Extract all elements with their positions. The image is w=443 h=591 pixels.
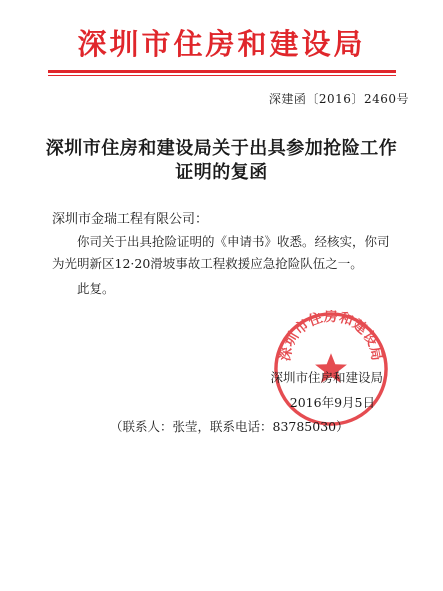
recipient: 深圳市金瑞工程有限公司： [52,212,209,227]
document-title [40,137,403,185]
letterhead-title: 深圳市住房和建设局 [77,27,366,61]
document-number: 深建函〔2016〕2460号 [268,92,409,106]
letterhead-rule-thick [48,70,396,73]
body-paragraph-1: 你司关于出具抢险证明的《申请书》收悉。经核实，你司为光明新区12·20滑坡事故工程救援应急抢险队伍之一。 [52,234,390,271]
signature-org: 深圳市住房和建设局 [270,370,383,385]
letterhead-rule-thin [48,75,396,76]
document-date: 2016年9月5日 [289,395,375,410]
body-paragraph-2: 此复。 [77,281,115,296]
document-title-line-2: 证明的复函 [175,162,268,183]
seal-text: 深圳市住房和建设局 [277,310,385,363]
document-title-line-1: 深圳市住房和建设局关于出具参加抢险工作 [45,138,398,159]
contact-info: （联系人：张莹，联系电话：83785030） [110,419,349,434]
